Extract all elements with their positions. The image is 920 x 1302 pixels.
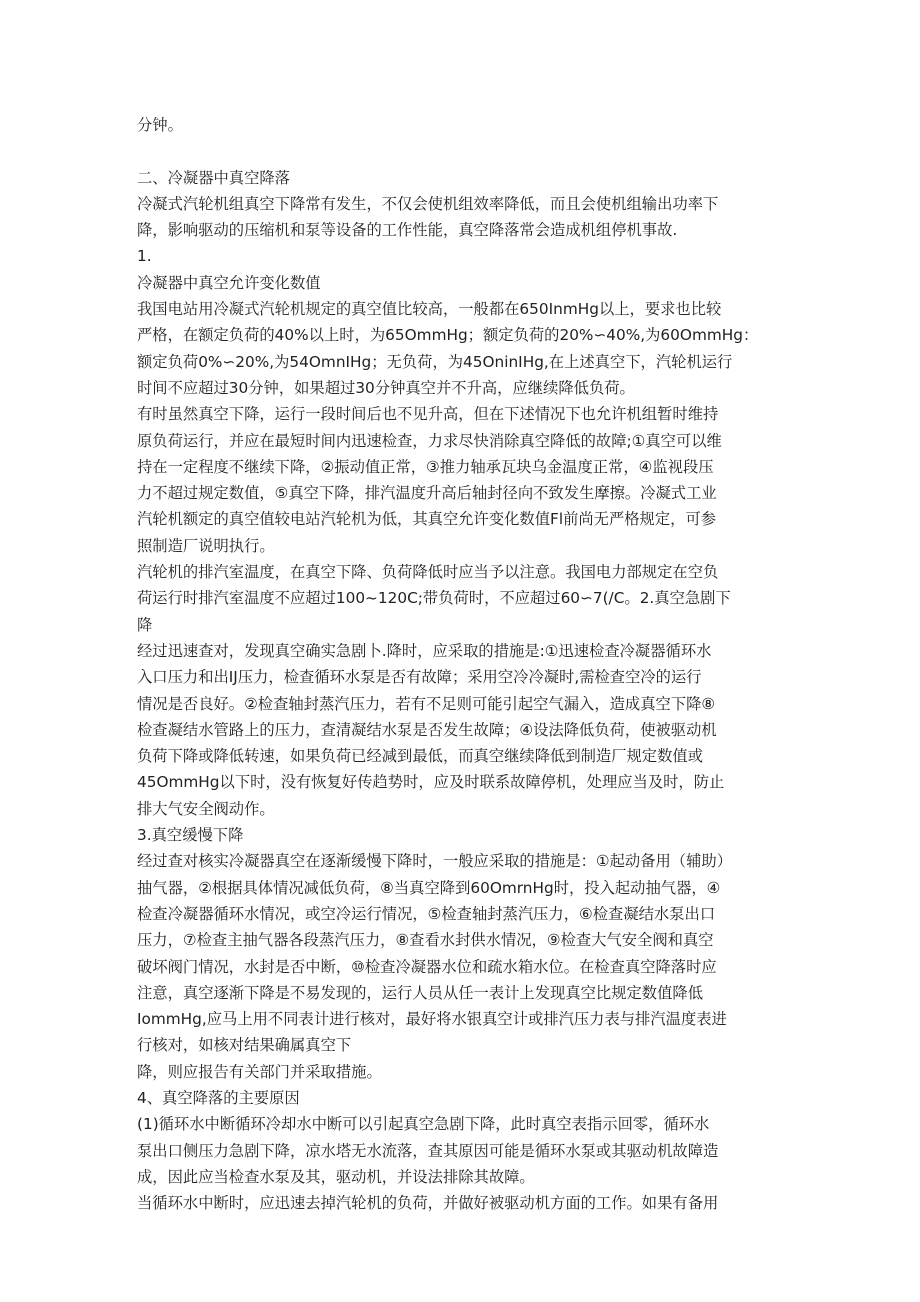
text-line: 成，因此应当检查水泵及其，驱动机，并设法排除其故障。 — [137, 1167, 535, 1186]
text-line: 分钟。 — [137, 116, 183, 134]
list-number: 1. — [137, 247, 152, 266]
section-heading: 二、冷凝器中真空降落 — [137, 168, 290, 187]
text-line: 压力，⑦检查主抽气器各段蒸汽压力，⑧查看水封供水情况，⑨检查大气安全阀和真空 — [137, 931, 714, 950]
text-line: 有时虽然真空下降，运行一段时间后也不见升高，但在下述情况下也允许机组暂时维持 — [137, 405, 719, 424]
text-line: 抽气器，②根据具体情况减低负荷，⑧当真空降到60OmrnHg时，投入起动抽气器，④ — [137, 878, 721, 897]
text-line: 注意，真空逐渐下降是不易发现的，运行人员从任一表计上发现真空比规定数值降低 — [137, 983, 703, 1002]
text-line: 当循环水中断时，应迅速去掉汽轮机的负荷，并做好被驱动机方面的工作。如果有备用 — [137, 1194, 719, 1213]
text-line: 经过迅速查对，发现真空确实急剧卜.降时，应采取的措施是:①迅速检查冷凝器循环水 — [137, 641, 712, 660]
text-line: 照制造厂说明执行。 — [137, 536, 275, 555]
text-line: 持在一定程度不继续下降，②振动值正常，③推力轴承瓦块乌金温度正常，④监视段压 — [137, 457, 714, 476]
text-line: 45OmmHg以下时，没有恢复好传趋势时，应及时联系故障停机，处理应当及时，防止 — [137, 773, 725, 792]
subsection-heading: 4、真空降落的主要原因 — [137, 1088, 300, 1107]
text-line: 经过查对核实冷凝器真空在逐渐缓慢下降时，一般应采取的措施是：①起动备用（辅助） — [137, 852, 732, 871]
text-line: 力不超过规定数值，⑤真空下降，排汽温度升高后轴封径向不致发生摩擦。冷凝式工业 — [137, 484, 717, 503]
text-line: 原负荷运行，并应在最短时间内迅速检查，力求尽快消除真空降低的故障;①真空可以维 — [137, 431, 722, 450]
text-line: 降，则应报告有关部门并采取措施。 — [137, 1062, 382, 1081]
text-line: (1)循环水中断循环冷却水中断可以引起真空急剧下降，此时真空表指示回零，循环水 — [137, 1115, 710, 1134]
subsection-heading: 冷凝器中真空允许变化数值 — [137, 273, 321, 292]
document-body — [137, 112, 787, 1216]
text-line: 我国电站用冷凝式汽轮机规定的真空值比较高，一般都在650InmHg以上，要求也比较 — [137, 300, 722, 319]
text-line: 负荷下降或降低转速，如果负荷已经减到最低，而真空继续降低到制造厂规定数值或 — [137, 747, 703, 766]
text-line: 行核对，如核对结果确属真空下 — [137, 1036, 352, 1055]
text-line: 检查冷凝器循环水情况，或空冷运行情况，⑤检查轴封蒸汽压力，⑥检查凝结水泵出口 — [137, 904, 716, 923]
text-line: 泵出口侧压力急剧下降，凉水塔无水流落，查其原因可能是循环水泵或其驱动机故障造 — [137, 1141, 719, 1160]
text-line: IommHg,应马上用不同表计进行核对，最好将水银真空计或排汽压力表与排汽温度表进 — [137, 1010, 727, 1029]
text-line: 额定负荷0%∽20%,为54OmnIHg；无负荷，为45OninIHg,在上述真空下，汽轮机运行 — [137, 352, 733, 371]
text-line: 降 — [137, 615, 153, 634]
text-line: 荷运行时排汽室温度不应超过100~120C;带负荷时，不应超过60∽7(/C。2.真空急剧下 — [137, 589, 731, 608]
text-line: 冷凝式汽轮机组真空下降常有发生，不仅会使机组效率降低，而且会使机组输出功率下 — [137, 194, 719, 213]
text-line: 入口压力和出IJ压力，检查循环水泵是否有故障；采用空冷冷凝时,需检查空冷的运行 — [137, 668, 702, 687]
text-line: 情况是否良好。②检查轴封蒸汽压力，若有不足则可能引起空气漏入，造成真空下降⑧ — [137, 694, 716, 713]
text-line: 降，影响驱动的压缩机和泵等设备的工作性能，真空降落常会造成机组停机事故. — [137, 221, 678, 240]
text-line: 排大气安全阀动作。 — [137, 799, 275, 818]
text-line: 时间不应超过30分钟，如果超过30分钟真空并不升高，应继续降低负荷。 — [137, 378, 635, 397]
text-line: 破坏阀门情况，水封是否中断，⑩检查冷凝器水位和疏水箱水位。在检查真空降落时应 — [137, 957, 717, 976]
text-line: 汽轮机的排汽室温度，在真空下降、负荷降低时应当予以注意。我国电力部规定在空负 — [137, 563, 719, 582]
text-line: 检查凝结水管路上的压力，查清凝结水泵是否发生故障；④设法降低负荷，使被驱动机 — [137, 720, 717, 739]
text-line: 汽轮机额定的真空值较电站汽轮机为低，其真空允许变化数值Fl前尚无严格规定，可参 — [137, 510, 717, 529]
blank-line — [137, 138, 787, 164]
text-line: 严格，在额定负荷的40%以上时，为65OmmHg；额定负荷的20%∽40%,为60OmmHg： — [137, 326, 759, 345]
subsection-heading: 3.真空缓慢下降 — [137, 826, 244, 845]
